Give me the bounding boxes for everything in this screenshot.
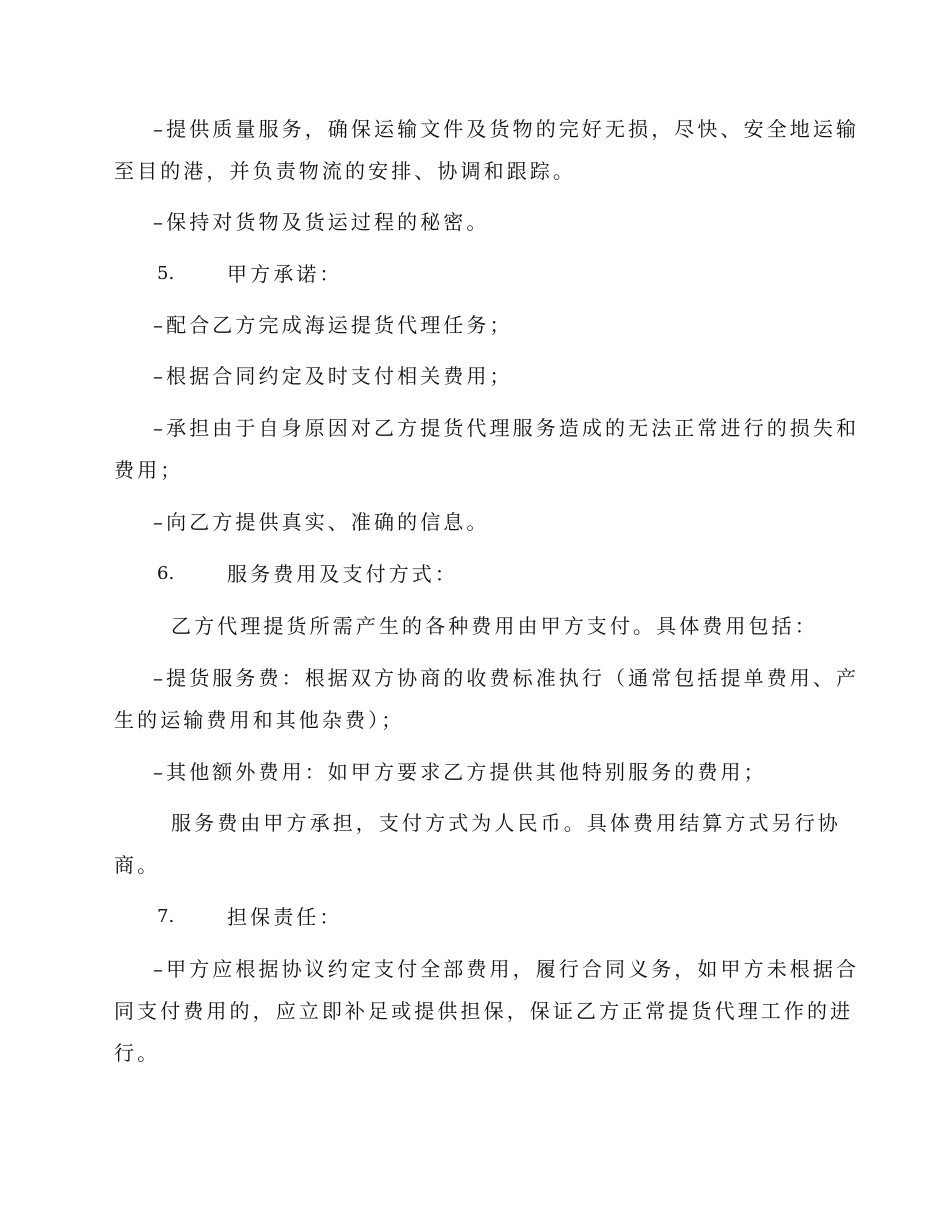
list-item: –向乙方提供真实、准确的信息。 [153,510,490,534]
list-item: –配合乙方完成海运提货代理任务； [153,313,513,337]
list-item: –甲方应根据协议约定支付全部费用，履行合同义务，如甲方未根据合 [153,957,860,981]
list-item: –承担由于自身原因对乙方提货代理服务造成的无法正常进行的损失和 [153,416,860,440]
list-item-continuation: 同支付费用的，应立即补足或提供担保，保证乙方正常提货代理工作的进 [114,999,854,1023]
section-title: 服务费用及支付方式： [227,562,458,586]
list-item: –其他额外费用：如甲方要求乙方提供其他特别服务的费用； [153,760,767,784]
list-item-continuation: 生的运输费用和其他杂费）； [114,708,405,732]
section-number: 7. [157,906,175,927]
paragraph-line: 商。 [114,853,161,877]
paragraph-line: 服务费由甲方承担，支付方式为人民币。具体费用结算方式另行协 [171,811,841,835]
section-number: 5. [157,263,175,284]
list-item-continuation: 费用； [114,458,184,482]
list-item: –提货服务费：根据双方协商的收费标准执行（通常包括提单费用、产 [153,666,860,690]
section-title: 甲方承诺： [227,262,343,286]
section-title: 担保责任： [227,905,343,929]
list-item: –根据合同约定及时支付相关费用； [153,364,513,388]
paragraph-line: –提供质量服务，确保运输文件及货物的完好无损，尽快、安全地运输 [153,117,860,141]
paragraph-line: 乙方代理提货所需产生的各种费用由甲方支付。具体费用包括： [171,614,818,638]
list-item-continuation: 行。 [114,1041,161,1065]
section-number: 6. [157,563,175,584]
paragraph-line: 至目的港，并负责物流的安排、协调和跟踪。 [114,159,576,183]
paragraph-line: –保持对货物及货运过程的秘密。 [153,210,490,234]
